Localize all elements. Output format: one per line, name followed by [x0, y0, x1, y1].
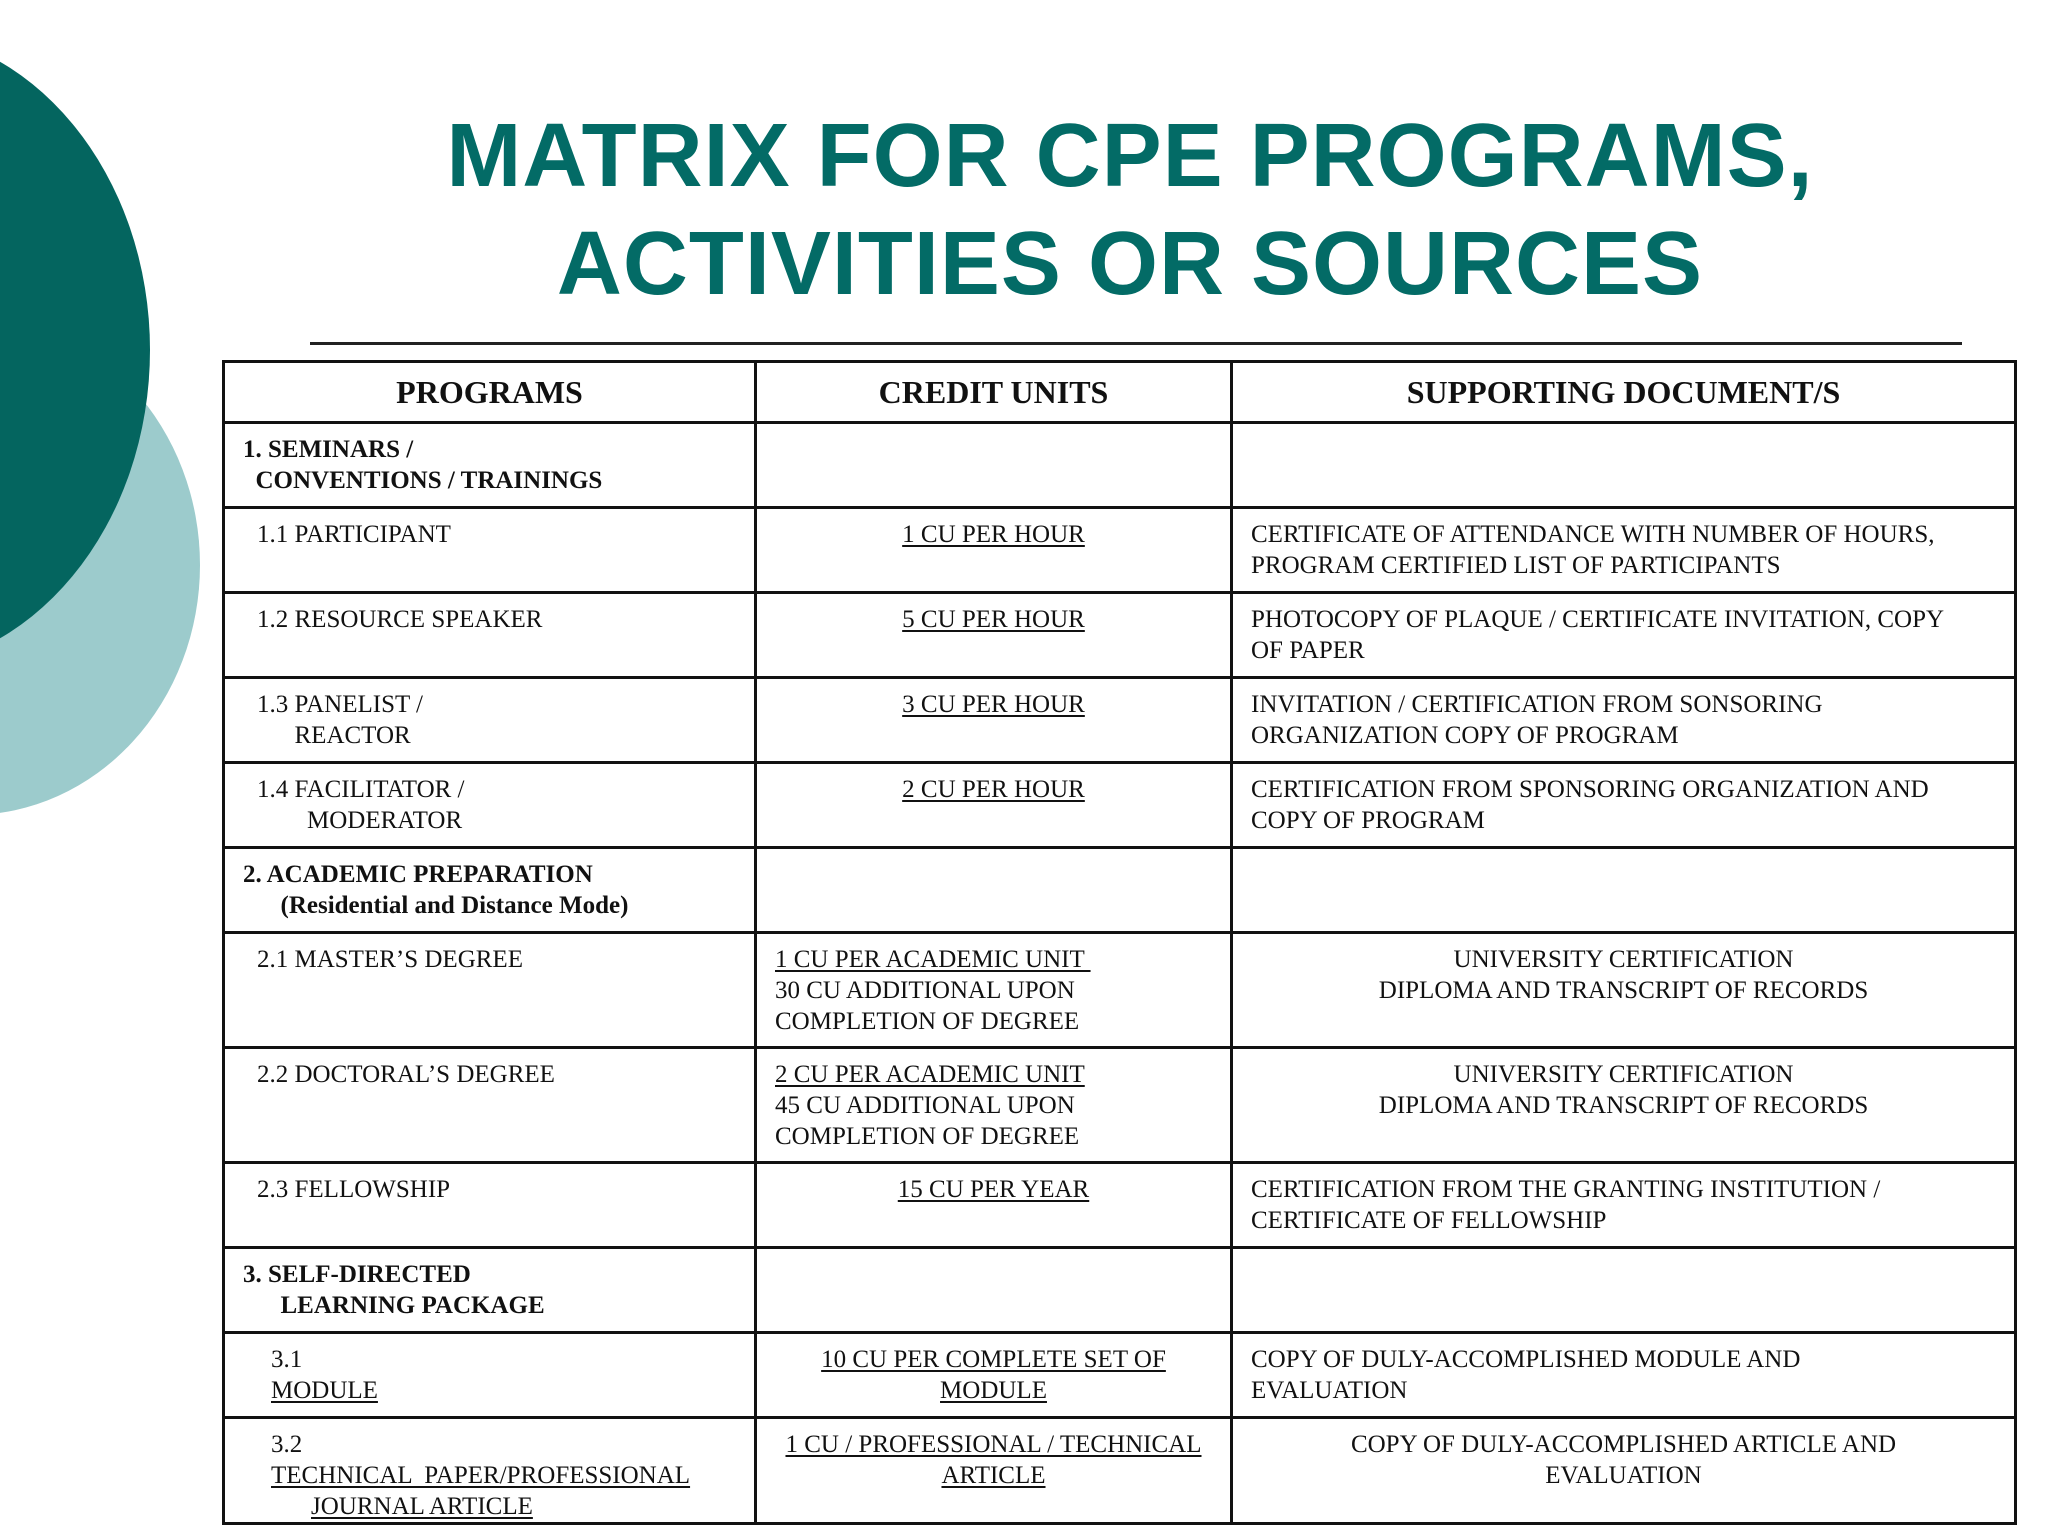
program-text: REACTOR — [257, 722, 411, 749]
credit-cell — [756, 933, 1232, 1048]
title-line-1: MATRIX FOR CPE PROGRAMS, — [446, 106, 1814, 206]
section-title-line: 3. SELF-DIRECTED — [243, 1261, 471, 1288]
credit-cell — [756, 763, 1232, 848]
header-programs: PROGRAMS — [224, 362, 756, 423]
credit-text: 45 CU ADDITIONAL UPON — [775, 1092, 1075, 1119]
title-divider — [310, 342, 1962, 345]
program-cell — [224, 678, 756, 763]
program-text: 1.1 PARTICIPANT — [257, 521, 451, 548]
table-row — [224, 933, 2016, 1048]
document-cell — [1232, 1048, 2016, 1163]
document-cell — [1232, 1418, 2016, 1524]
credit-text: 30 CU ADDITIONAL UPON — [775, 977, 1075, 1004]
program-cell — [224, 508, 756, 593]
program-cell — [224, 763, 756, 848]
program-text: MODERATOR — [257, 807, 463, 834]
credit-cell — [756, 1163, 1232, 1248]
section-title-line: 2. ACADEMIC PREPARATION — [243, 861, 593, 888]
table-row — [224, 1048, 2016, 1163]
document-cell — [1232, 1333, 2016, 1418]
document-text: DIPLOMA AND TRANSCRIPT OF RECORDS — [1378, 977, 1869, 1004]
program-text: 2.1 MASTER’S DEGREE — [257, 946, 523, 973]
program-text — [243, 1491, 736, 1522]
credit-text: ARTICLE — [941, 1462, 1046, 1489]
credit-text: 2 CU PER HOUR — [902, 776, 1085, 803]
section-row-self-directed — [224, 1248, 2016, 1333]
credit-cell — [756, 508, 1232, 593]
program-cell — [224, 1163, 756, 1248]
credit-text: MODULE — [940, 1377, 1047, 1404]
empty-cell — [756, 848, 1232, 933]
document-text: CERTIFICATION FROM THE GRANTING INSTITUTION / — [1251, 1176, 1881, 1203]
program-text: 2.3 FELLOWSHIP — [257, 1176, 451, 1203]
document-cell — [1232, 763, 2016, 848]
document-text: PHOTOCOPY OF PLAQUE / CERTIFICATE INVITATION, COPY — [1251, 606, 1945, 633]
document-text: CERTIFICATION FROM SPONSORING ORGANIZATION AND — [1251, 776, 1929, 803]
document-text: INVITATION / CERTIFICATION FROM SONSORING — [1251, 691, 1823, 718]
section-row-academic — [224, 848, 2016, 933]
document-cell — [1232, 933, 2016, 1048]
empty-cell — [756, 1248, 1232, 1333]
credit-cell — [756, 1418, 1232, 1524]
document-cell — [1232, 678, 2016, 763]
section-title-line: CONVENTIONS / TRAININGS — [243, 467, 603, 494]
program-text: 1.2 RESOURCE SPEAKER — [257, 606, 543, 633]
credit-text: 5 CU PER HOUR — [902, 606, 1085, 633]
program-cell — [224, 1048, 756, 1163]
credit-text: 2 CU PER ACADEMIC UNIT — [775, 1061, 1085, 1088]
document-cell — [1232, 1163, 2016, 1248]
document-cell — [1232, 508, 2016, 593]
credit-text: 15 CU PER YEAR — [897, 1176, 1090, 1203]
header-supporting-documents: SUPPORTING DOCUMENT/S — [1232, 362, 2016, 423]
document-text: UNIVERSITY CERTIFICATION — [1453, 946, 1794, 973]
document-text: DIPLOMA AND TRANSCRIPT OF RECORDS — [1378, 1092, 1869, 1119]
section-title-line: (Residential and Distance Mode) — [243, 892, 629, 919]
document-text: ORGANIZATION COPY OF PROGRAM — [1251, 722, 1679, 749]
credit-text: COMPLETION OF DEGREE — [775, 1008, 1080, 1035]
program-text — [243, 1344, 736, 1406]
document-text: COPY OF DULY-ACCOMPLISHED MODULE AND — [1251, 1346, 1801, 1373]
program-label: JOURNAL ARTICLE — [311, 1493, 533, 1520]
credit-cell — [756, 1333, 1232, 1418]
document-cell — [1232, 593, 2016, 678]
program-cell — [224, 1333, 756, 1418]
section-title-line: LEARNING PACKAGE — [243, 1292, 545, 1319]
empty-cell — [1232, 1248, 2016, 1333]
header-credit-units: CREDIT UNITS — [756, 362, 1232, 423]
program-label: MODULE — [271, 1377, 378, 1404]
section-row-seminars — [224, 423, 2016, 508]
credit-cell — [756, 678, 1232, 763]
program-text: 2.2 DOCTORAL’S DEGREE — [257, 1061, 555, 1088]
slide-title — [300, 102, 1960, 318]
empty-cell — [1232, 423, 2016, 508]
document-text: PROGRAM CERTIFIED LIST OF PARTICIPANTS — [1251, 552, 1781, 579]
credit-text: 1 CU / PROFESSIONAL / TECHNICAL — [785, 1431, 1202, 1458]
credit-cell — [756, 1048, 1232, 1163]
table-row — [224, 678, 2016, 763]
header-row — [224, 362, 2016, 423]
empty-cell — [756, 423, 1232, 508]
program-cell — [224, 593, 756, 678]
program-cell — [224, 933, 756, 1048]
table-row — [224, 508, 2016, 593]
section-title — [224, 848, 756, 933]
document-text: EVALUATION — [1545, 1462, 1702, 1489]
document-text: COPY OF PROGRAM — [1251, 807, 1485, 834]
document-text: EVALUATION — [1251, 1377, 1408, 1404]
table-row — [224, 763, 2016, 848]
credit-text: 1 CU PER HOUR — [902, 521, 1085, 548]
table-row — [224, 1163, 2016, 1248]
section-title — [224, 1248, 756, 1333]
cpe-matrix-table — [222, 360, 2017, 1525]
program-text — [243, 1429, 736, 1491]
program-label: TECHNICAL PAPER/PROFESSIONAL — [271, 1462, 691, 1489]
empty-cell — [1232, 848, 2016, 933]
program-text: 1.4 FACILITATOR / — [257, 776, 465, 803]
document-text: CERTIFICATE OF FELLOWSHIP — [1251, 1207, 1607, 1234]
credit-cell — [756, 593, 1232, 678]
credit-text: COMPLETION OF DEGREE — [775, 1123, 1080, 1150]
program-text: 1.3 PANELIST / — [257, 691, 424, 718]
program-number: 3.1 — [271, 1346, 309, 1373]
section-title-line: 1. SEMINARS / — [243, 436, 414, 463]
document-text: OF PAPER — [1251, 637, 1365, 664]
document-text: CERTIFICATE OF ATTENDANCE WITH NUMBER OF HOURS, — [1251, 521, 1935, 548]
document-text: UNIVERSITY CERTIFICATION — [1453, 1061, 1794, 1088]
credit-text: 3 CU PER HOUR — [902, 691, 1085, 718]
credit-text: 1 CU PER ACADEMIC UNIT — [775, 946, 1091, 973]
title-line-2: ACTIVITIES OR SOURCES — [556, 214, 1704, 314]
section-title — [224, 423, 756, 508]
program-number: 3.2 — [271, 1431, 309, 1458]
credit-text: 10 CU PER COMPLETE SET OF — [821, 1346, 1166, 1373]
document-text: COPY OF DULY-ACCOMPLISHED ARTICLE AND — [1350, 1431, 1897, 1458]
table-row — [224, 1333, 2016, 1418]
program-cell — [224, 1418, 756, 1524]
table-row — [224, 593, 2016, 678]
table-row — [224, 1418, 2016, 1524]
